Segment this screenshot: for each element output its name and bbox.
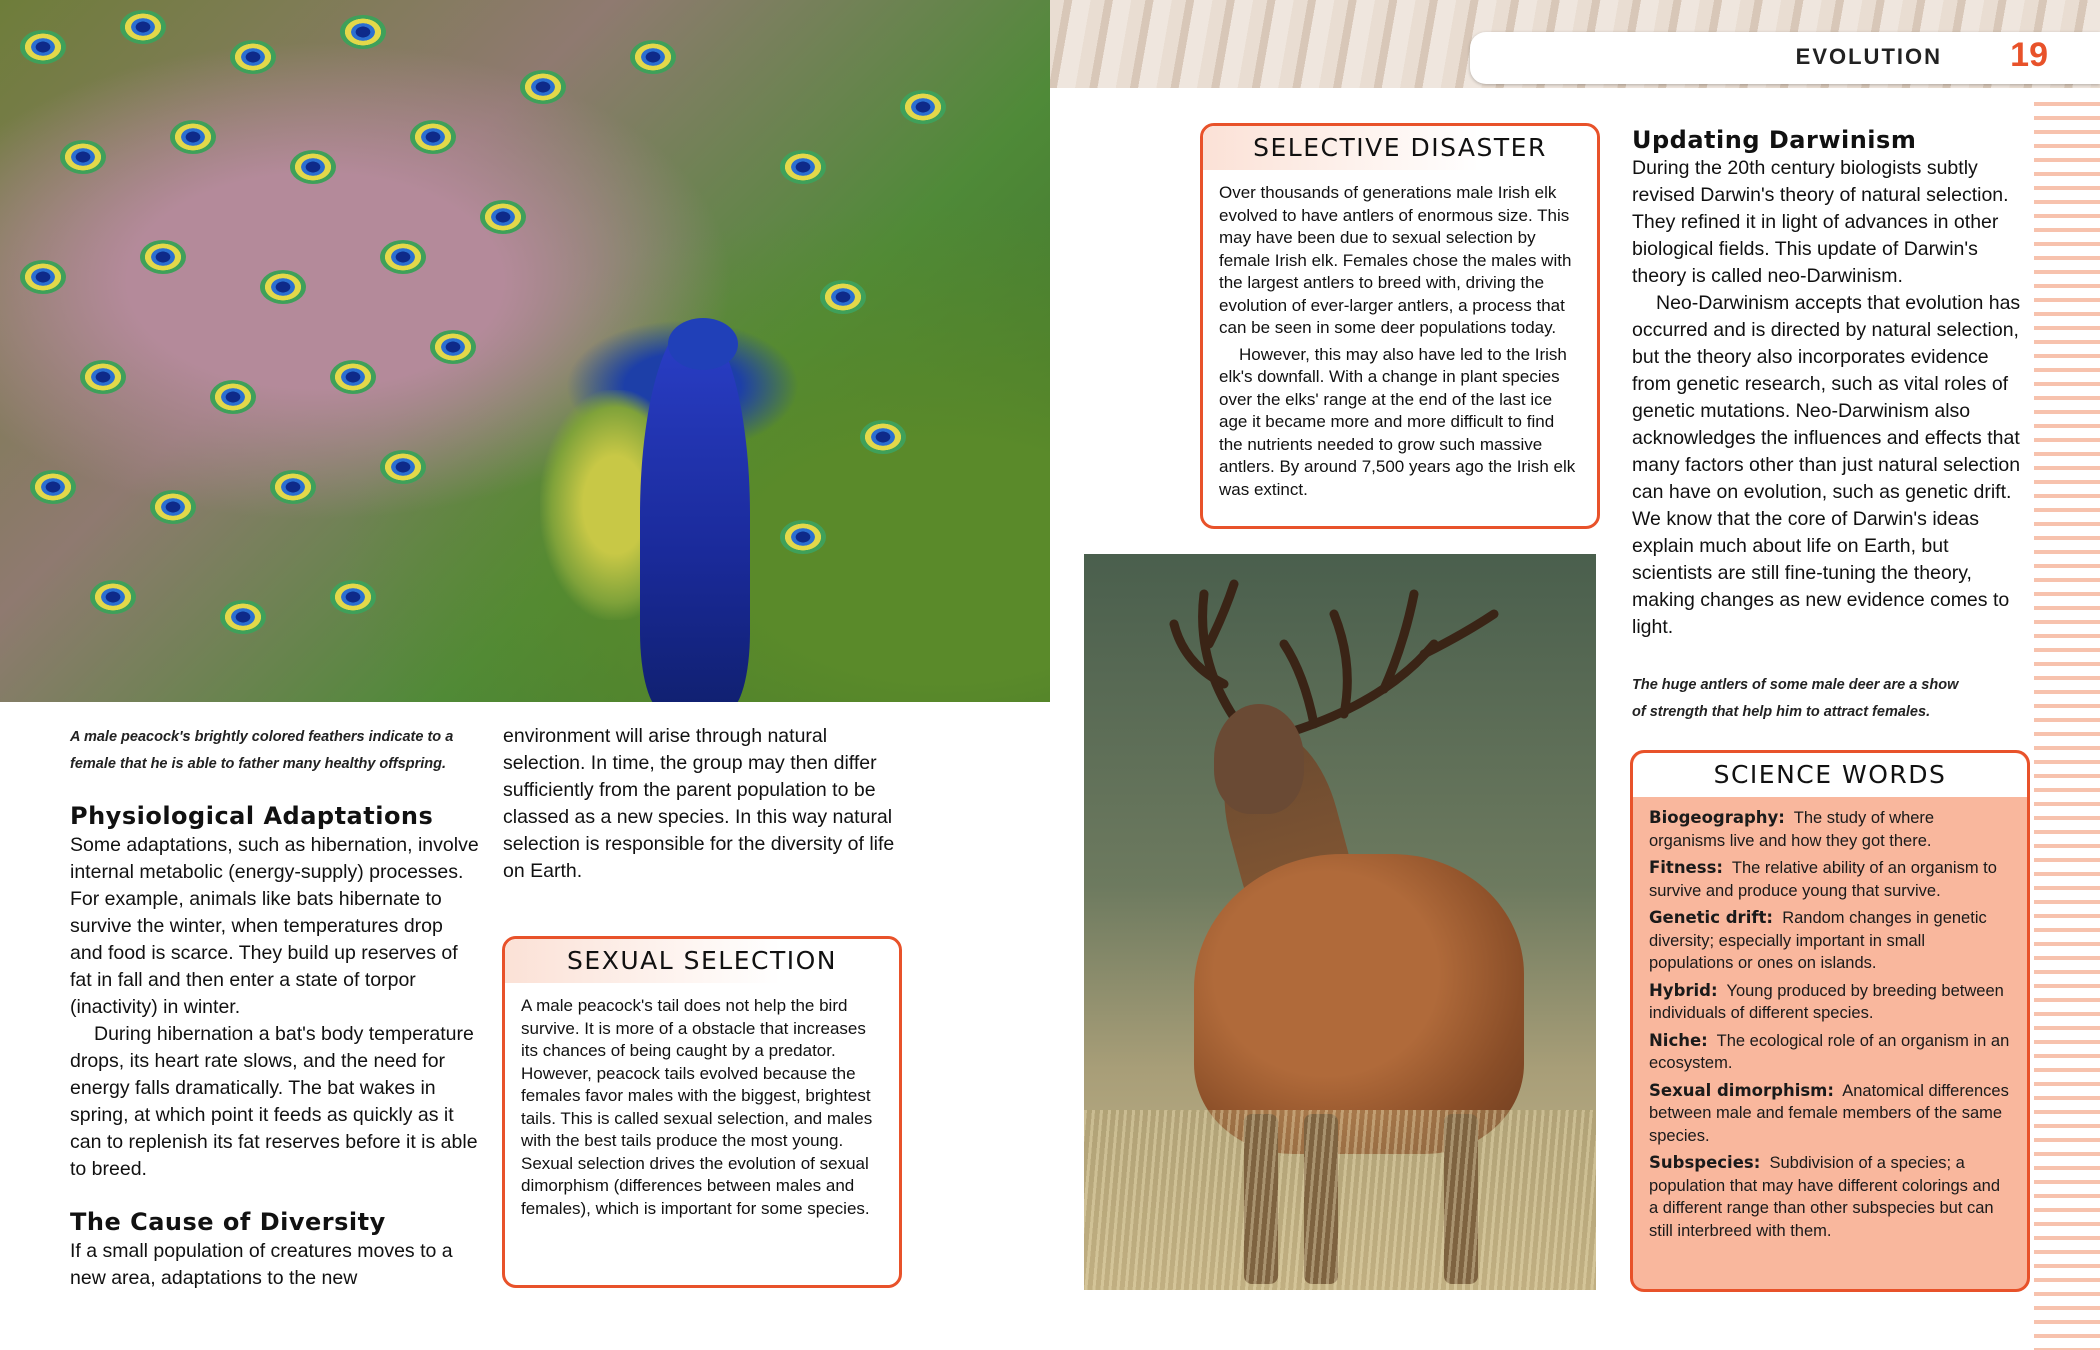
term: Fitness:	[1649, 858, 1723, 877]
term: Biogeography:	[1649, 808, 1785, 827]
diversity-continued-text	[503, 723, 903, 885]
paragraph: During hibernation a bat's body temperature drops, its heart rate slows, and the need for energy falls dramatically. The bat wakes in spring, at which point it feeds as quickly as it can to replenish its fat reserves before it is able to breed.	[70, 1023, 478, 1180]
diversity-heading: The Cause of Diversity	[70, 1208, 386, 1236]
term-entry	[1649, 1152, 2011, 1242]
paragraph: Neo-Darwinism accepts that evolution has occurred and is directed by natural selection, but the theory also incorporates evidence from genetic research, such as vital roles of genetic mutations. Neo-Darwinism also acknowledges the influences and effects that many factors other than just natural selection can have on evolution, such as genetic drift. We know that the core of Darwin's ideas explain much about life on Earth, but scientists are still fine-tuning the theory, making changes as new evidence comes to light.	[1632, 292, 2021, 638]
darwinism-text	[1632, 155, 2027, 641]
definition: The study of where organisms live and how they got there.	[1649, 809, 1935, 850]
paragraph: A male peacock's tail does not help the bird survive. It is more of a obstacle that increases its chances of being caught by a predator. However, peacock tails evolved because the females favor males with the biggest, brightest tails. This is called sexual selection, and males with the best tails produce the most young. Sexual selection drives the evolution of sexual dimorphism (differences between males and females), which is important for some species.	[521, 996, 873, 1218]
selective-disaster-box	[1200, 123, 1600, 529]
deer-photo	[1084, 554, 1596, 1290]
selective-disaster-title: SELECTIVE DISASTER	[1203, 126, 1597, 170]
paragraph: environment will arise through natural selection. In time, the group may then differ sufficiently from the parent population to be classed as a new species. In this way natural selection is responsible for the diversity of life on Earth.	[503, 725, 895, 882]
physiological-text	[70, 832, 480, 1183]
definition: Subdivision of a species; a population that may have different colorings and a different range than other subspecies but can still interbreed with them.	[1649, 1154, 2001, 1240]
darwinism-heading: Updating Darwinism	[1632, 126, 1917, 154]
physiological-heading: Physiological Adaptations	[70, 802, 434, 830]
definition: Random changes in genetic diversity; especially important in small populations or ones on islands.	[1649, 909, 1987, 972]
paragraph: Over thousands of generations male Irish elk evolved to have antlers of enormous size. This may have been due to sexual selection by female Irish elk. Females chose the males with the largest antlers to breed with, driving the evolution of ever-larger antlers, a process that can be seen in some deer populations today.	[1219, 183, 1572, 337]
term: Hybrid:	[1649, 980, 1718, 1000]
section-title: EVOLUTION	[1795, 44, 1942, 69]
antlers-drawing	[1084, 554, 1596, 854]
peacock-photo	[0, 0, 1050, 702]
term-entry	[1649, 1030, 2011, 1075]
definition: The ecological role of an organism in an ecosystem.	[1649, 1031, 2010, 1072]
term: Sexual dimorphism:	[1649, 1080, 1834, 1100]
selective-disaster-body	[1203, 170, 1597, 511]
sexual-selection-title: SEXUAL SELECTION	[505, 939, 899, 983]
paragraph: If a small population of creatures moves to a new area, adaptations to the new	[70, 1240, 453, 1289]
term-entry	[1649, 980, 2011, 1025]
definition: Young produced by breeding between individuals of different species.	[1649, 981, 2004, 1022]
term-entry	[1649, 1080, 2011, 1148]
science-words-box	[1630, 750, 2030, 1292]
sexual-selection-body	[505, 983, 899, 1230]
term: Niche:	[1649, 1030, 1708, 1050]
paragraph: During the 20th century biologists subtly revised Darwin's theory of natural selection. They refined it in light of advances in other biological fields. This update of Darwin's theory is called neo-Darwinism.	[1632, 157, 2009, 287]
term-entry	[1649, 807, 2011, 852]
deer-caption: The huge antlers of some male deer are a show of strength that help him to attract females.	[1632, 677, 1959, 720]
term: Genetic drift:	[1649, 908, 1774, 927]
definition: Anatomical differences between male and female members of the same species.	[1649, 1081, 2009, 1145]
term: Subspecies:	[1649, 1153, 1761, 1172]
definition: The relative ability of an organism to survive and produce young that survive.	[1649, 859, 1997, 900]
sexual-selection-box	[502, 936, 902, 1288]
term-entry	[1649, 907, 2011, 975]
science-words-title: SCIENCE WORDS	[1633, 753, 2027, 797]
header-tab	[1470, 32, 2100, 84]
page-number: 19	[2010, 36, 2048, 74]
science-words-list	[1633, 797, 2027, 1257]
paragraph: However, this may also have led to the Irish elk's downfall. With a change in plant species over the elks' range at the end of the last ice age it became more and more difficult to find the nutrients needed to grow such massive antlers. By around 7,500 years ago the Irish elk was extinct.	[1219, 344, 1576, 499]
diversity-text	[70, 1238, 480, 1292]
term-entry	[1649, 857, 2011, 902]
paragraph: Some adaptations, such as hibernation, involve internal metabolic (energy-supply) processes. For example, animals like bats hibernate to survive the winter, when temperatures drop and food is scarce. They build up reserves of fat in fall and then enter a state of torpor (inactivity) in winter.	[70, 834, 479, 1018]
peacock-caption: A male peacock's brightly colored feathers indicate to a female that he is able to father many healthy offspring.	[70, 729, 454, 772]
ruler-decoration	[2034, 92, 2100, 1350]
